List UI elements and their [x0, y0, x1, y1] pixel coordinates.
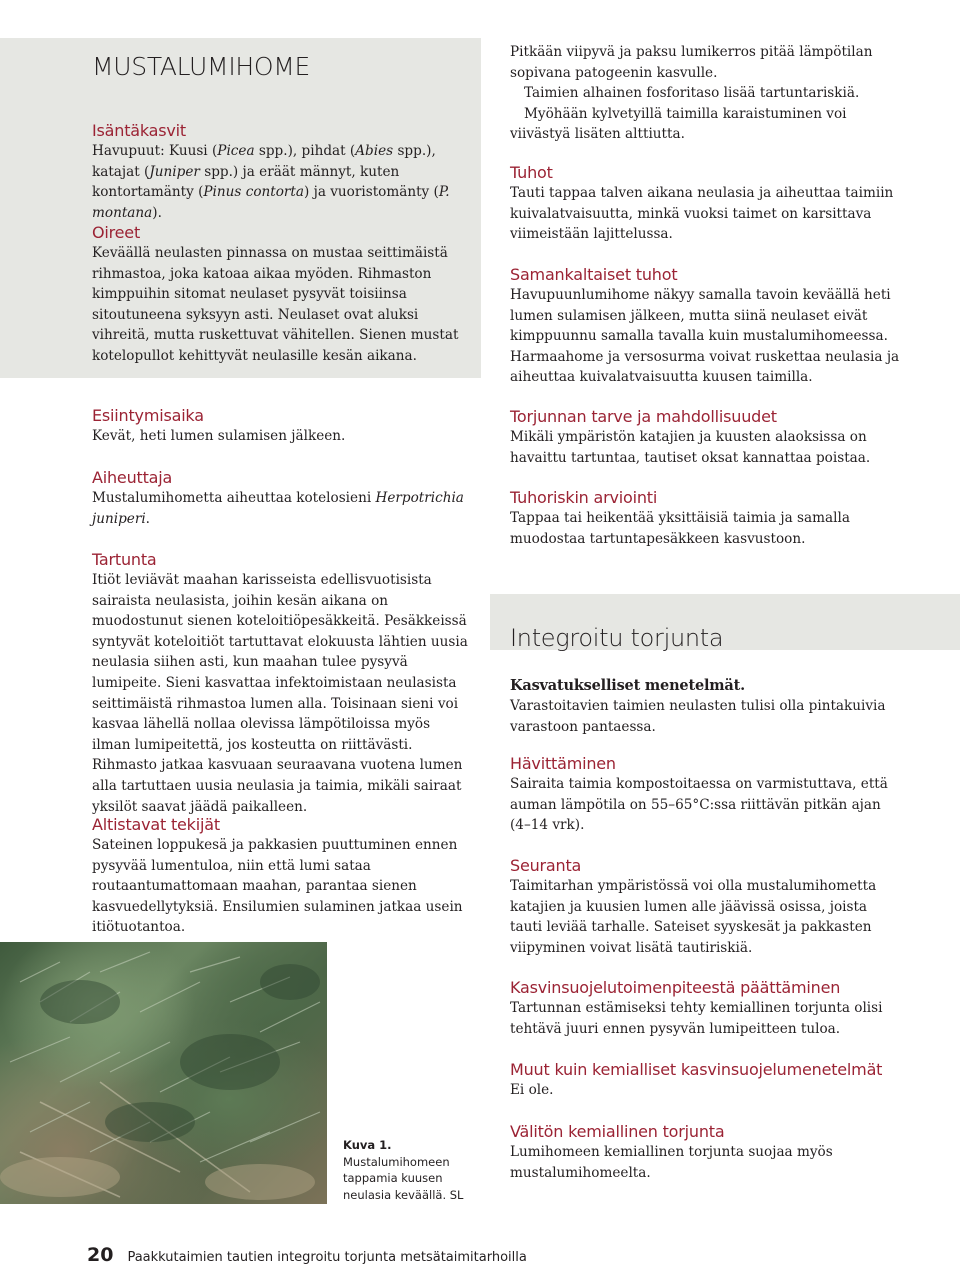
intro-paragraph: Taimien alhainen fosforitaso lisää tartuntariskiä. [524, 85, 860, 102]
section-heading: Hävittäminen [510, 754, 616, 773]
integrated-control-title-block [510, 623, 902, 653]
section-heading: Tuhot [510, 163, 553, 182]
photo-caption [343, 1137, 473, 1203]
section-oireet [92, 222, 470, 367]
section-text: Taimitarhan ympäristössä voi olla mustalumihometta katajien ja kuusien lumen alle jäävissä osissa, joista tauti leviää tarhalle. Sateiset syyskesät ja pakkasten viipyminen voivat lisätä tautiriskiä. [510, 878, 877, 956]
section-altistavat [92, 814, 470, 938]
intro-paragraph: Myöhään kylvetyillä taimilla karaistuminen voi viivästyä lisäten alttiutta. [510, 105, 847, 143]
section-text: Kevät, heti lumen sulamisen jälkeen. [92, 428, 346, 444]
section-text: Mikäli ympäristön katajien ja kuusten alaoksissa on havaittu tartuntaa, tautiset oksat kannattaa poistaa. [510, 429, 871, 466]
section-heading: Oireet [92, 223, 141, 242]
section-text: Mustalumihometta aiheuttaa kotelosieni Herpotrichia juniperi. [92, 490, 464, 527]
page-title-block [92, 52, 470, 82]
integrated-control-title: Integroitu torjunta [510, 624, 724, 652]
section-tuhoriski [510, 487, 902, 549]
section-text: Keväällä neulasten pinnassa on mustaa seittimäistä rihmastoa, joka katoaa aikaa myöden. Rihmaston kimppuihin sitomat neulaset pysyvät toisiinsa sitoutuneena syksyyn asti. Neulaset ovat aluksi vihreitä, mutta ruskettuvat vähitellen. Sienen mustat kotelopullot kehittyvät neulasille kesän aikana. [92, 245, 459, 364]
section-aiheuttaja [92, 467, 470, 529]
intro-paragraph: Pitkään viipyvä ja paksu lumikerros pitää lämpötilan sopivana patogeenin kasvulle. [510, 44, 873, 81]
section-heading: Torjunnan tarve ja mahdollisuudet [510, 407, 777, 426]
section-heading: Muut kuin kemialliset kasvinsuojelumenetelmät [510, 1060, 883, 1079]
section-samankaltaiset [510, 264, 902, 388]
section-heading: Aiheuttaja [92, 468, 173, 487]
section-havittaminen [510, 753, 902, 836]
section-text: Tauti tappaa talven aikana neulasia ja aiheuttaa taimiin kuivalatvaisuutta, minkä vuoksi taimet on karsittava viimeistään lajittelussa. [510, 185, 894, 243]
section-text: Sairaita taimia kompostoitaessa on varmistuttava, että auman lämpötila on 55–65°C:ssa riittävän pitkän ajan (4–14 vrk). [510, 776, 888, 834]
section-text: Havupuut: Kuusi (Picea spp.), pihdat (Abies spp.), katajat (Juniper spp.) ja eräät männyt, kuten kontortamänty (Pinus contorta) ja vuoristomänty (P. montana). [92, 143, 450, 221]
section-isantakasvit [92, 120, 470, 223]
caption-text: Mustalumihomeen tappamia kuusen neulasia keväällä. SL [343, 1154, 464, 1202]
page-title: MUSTALUMIHOME [92, 52, 311, 81]
section-heading: Tuhoriskin arviointi [510, 488, 658, 507]
spruce-seedlings-photo [0, 942, 327, 1204]
section-text: Ei ole. [510, 1082, 554, 1098]
section-heading: Kasvatukselliset menetelmät. [510, 677, 745, 694]
section-torjunnan-tarve [510, 406, 902, 468]
section-heading: Seuranta [510, 856, 582, 875]
section-heading: Kasvinsuojelutoimenpiteestä päättäminen [510, 978, 841, 997]
page-number: 20 [87, 1244, 114, 1266]
section-text: Lumihomeen kemiallinen torjunta suojaa myös mustalumihomeelta. [510, 1144, 833, 1181]
section-text: Itiöt leviävät maahan karisseista edellisvuotisista sairaista neulasista, joihin kesän aikana on muodostunut sienen koteloitiöpesäkkeitä. Pesäkkeissä syntyvät koteloitiöt tartuttavat elokuusta lähtien uusia neulasia siihen asti, kun maahan tulee pysyvä lumipeite. Sieni kasvattaa infektoimistaan neulasista seittimäistä rihmastoa lumen alla. Toisinaan sieni voi kasvaa lähellä nollaa olevissa lämpötiloissa myös ilman lumipeitettä, jos kosteutta on riittävästi. Rihmasto jatkaa kasvuaan seuraavana vuotena lumen alla tartuttaen uusia neulasia ja taimia, mikäli sairaat yksilöt saavat jäädä paikalleen. [92, 572, 468, 815]
publication-title: Paakkutaimien tautien integroitu torjunta metsätaimitarhoilla [127, 1250, 527, 1265]
section-heading: Esiintymisaika [92, 406, 204, 425]
section-tartunta [92, 549, 470, 817]
section-muut-menetelmat [510, 1059, 902, 1101]
section-esiintymisaika [92, 405, 470, 447]
section-heading: Välitön kemiallinen torjunta [510, 1122, 725, 1141]
section-text: Havupuunlumihome näkyy samalla tavoin keväällä heti lumen sulamisen jälkeen, mutta siinä neulaset eivät kimppuunnu samalla tavalla kuin mustalumihomeessa. Harmaahome ja versosurma voivat ruskettaa neulasia ja aiheuttaa kuivalatvaisuutta kuusen taimilla. [510, 287, 900, 386]
page-footer [87, 1244, 527, 1266]
section-text: Tartunnan estämiseksi tehty kemiallinen torjunta olisi tehtävä juuri ennen pysyvän lumipeitteen tuloa. [510, 1000, 883, 1037]
section-heading: Altistavat tekijät [92, 815, 220, 834]
section-seuranta [510, 855, 902, 958]
section-text: Tappaa tai heikentää yksittäisiä taimia ja samalla muodostaa tartuntapesäkkeen kasvustoon. [510, 510, 850, 547]
section-kasvinsuojelu-paattaminen [510, 977, 902, 1039]
section-tuhot [510, 162, 902, 245]
section-kasvatukselliset [510, 675, 902, 737]
section-heading: Tartunta [92, 550, 157, 569]
section-heading: Isäntäkasvit [92, 121, 186, 140]
section-intro [510, 42, 902, 145]
section-text: Varastoitavien taimien neulasten tulisi olla pintakuivia varastoon pantaessa. [510, 698, 886, 735]
section-text: Sateinen loppukesä ja pakkasien puuttuminen ennen pysyvää lumentuloa, niin että lumi sataa routaantumattomaan maahan, parantaa sienen kasvuedellytyksiä. Ensilumien sulaminen jatkaa usein itiötuotantoa. [92, 837, 463, 936]
section-valiton [510, 1121, 902, 1183]
caption-label: Kuva 1. [343, 1138, 392, 1152]
section-heading: Samankaltaiset tuhot [510, 265, 678, 284]
